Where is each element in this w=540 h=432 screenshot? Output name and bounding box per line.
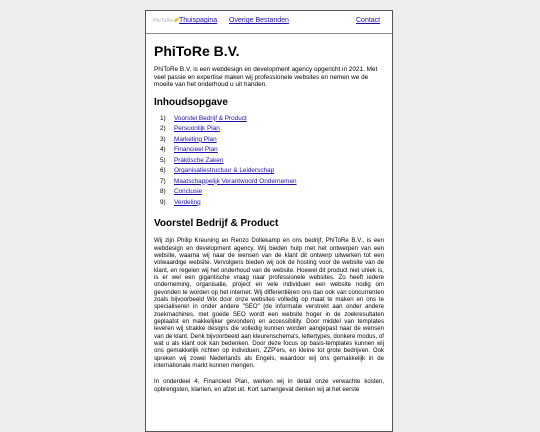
nav-link-other-files[interactable]: Overige Bestanden xyxy=(229,17,289,24)
toc-number: 1) xyxy=(160,114,166,122)
toc-link-conclusion[interactable]: Conclusie xyxy=(174,188,203,196)
table-of-contents xyxy=(154,114,384,209)
section-paragraph: Wij zijn Philip Kreuning en Renzo Dollekamp en ons bedrijf, PhiToRe B.V., is een webdesign en development agency. Wij bieden hulp met het ontwerpen van een website, waarna wij naar de wensen van de klant dit ontwerp uitwerken tot een volwaardige website. Vervolgens bieden wij ook de hosting voor de website van de klant, en regelen wij het onderhoud van de website. Hoewel dit product niet uniek is, is er wel een gigantische vraag naar professionele websites. Zo heeft iedere onderneming, organisatie, project en vele individuen een website nodig om gevonden te worden op het internet. Wij differentiëren ons dan ook van concurrenten zoals bijvoorbeeld Wix door onze websites volledig op maat te maken en ons te specialiseren in onder andere "SEO" (de informatie verstrekt aan onder andere zoekmachines, met goede SEO wordt een website hoger in de zoekresultaten geplaatst en makkelijker gevonden) en accessibility. Door middel van templates leveren wij strakke designs die volledig kunnen worden aangepast naar de wensen van de klant. Denk bijvoorbeeld aan kleurenschema's, lettertypes, donkere modus, of wat u als klant ook kan bedenken. Door deze focus op basis-templates kunnen wij ons gemakkelijk richten op individuen, ZZP'ers, en kleine tot grote bedrijven. Ook spreken wij zowel Nederlands als Engels, waardoor wij ons gemakkelijk in de internationale markt kunnen mengen. xyxy=(154,237,384,370)
logo[interactable] xyxy=(153,18,179,24)
toc-number: 3) xyxy=(160,135,166,143)
toc-item xyxy=(154,156,384,167)
logo-text: PhiToRe xyxy=(153,18,174,24)
main-content xyxy=(146,43,392,393)
section-heading-proposal: Voorstel Bedrijf & Product xyxy=(154,218,279,230)
toc-item xyxy=(154,124,384,135)
toc-item xyxy=(154,135,384,146)
toc-link-practical[interactable]: Praktische Zaken xyxy=(174,156,224,164)
toc-heading: Inhoudsopgave xyxy=(154,96,228,108)
nav-link-home[interactable]: Thuispagina xyxy=(179,17,218,24)
toc-link-marketing-plan[interactable]: Marketing Plan xyxy=(174,135,217,143)
section-paragraph: In onderdeel 4, Financieel Plan, werken wij in detail onze verwachte kosten, opbrengsten, klanten, en afzet uit. Kort samengevat denken wij al het eerste xyxy=(154,378,384,393)
toc-link-division[interactable]: Verdeling xyxy=(174,198,201,206)
toc-item xyxy=(154,166,384,177)
toc-item xyxy=(154,177,384,188)
toc-number: 6) xyxy=(160,167,166,175)
toc-number: 4) xyxy=(160,146,166,154)
toc-number: 2) xyxy=(160,125,166,133)
toc-number: 9) xyxy=(160,198,166,206)
toc-number: 8) xyxy=(160,188,166,196)
intro-paragraph: PhiToRe B.V. is een webdesign en development agency opgericht in 2021. Met veel passie en expertise maken wij professionele websites en nemen we de moeite van het onderhoud u uit handen. xyxy=(154,66,378,89)
page-title: PhiToRe B.V. xyxy=(154,43,240,59)
toc-item xyxy=(154,114,384,125)
top-navigation xyxy=(146,11,392,34)
page-container xyxy=(145,10,393,432)
toc-link-financial-plan[interactable]: Financieel Plan xyxy=(174,146,218,154)
toc-item xyxy=(154,145,384,156)
toc-link-personal-plan[interactable]: Persoonlijk Plan xyxy=(174,125,220,133)
toc-link-csr[interactable]: Maatschappelijk Verantwoord Ondernemen xyxy=(174,177,297,185)
toc-number: 5) xyxy=(160,156,166,164)
toc-link-proposal[interactable]: Voorstel Bedrijf & Product xyxy=(174,114,247,122)
toc-item xyxy=(154,198,384,209)
toc-number: 7) xyxy=(160,177,166,185)
toc-link-organisation[interactable]: Organisatiestructuur & Leiderschap xyxy=(174,167,275,175)
nav-link-contact[interactable]: Contact xyxy=(356,17,381,24)
toc-item xyxy=(154,187,384,198)
